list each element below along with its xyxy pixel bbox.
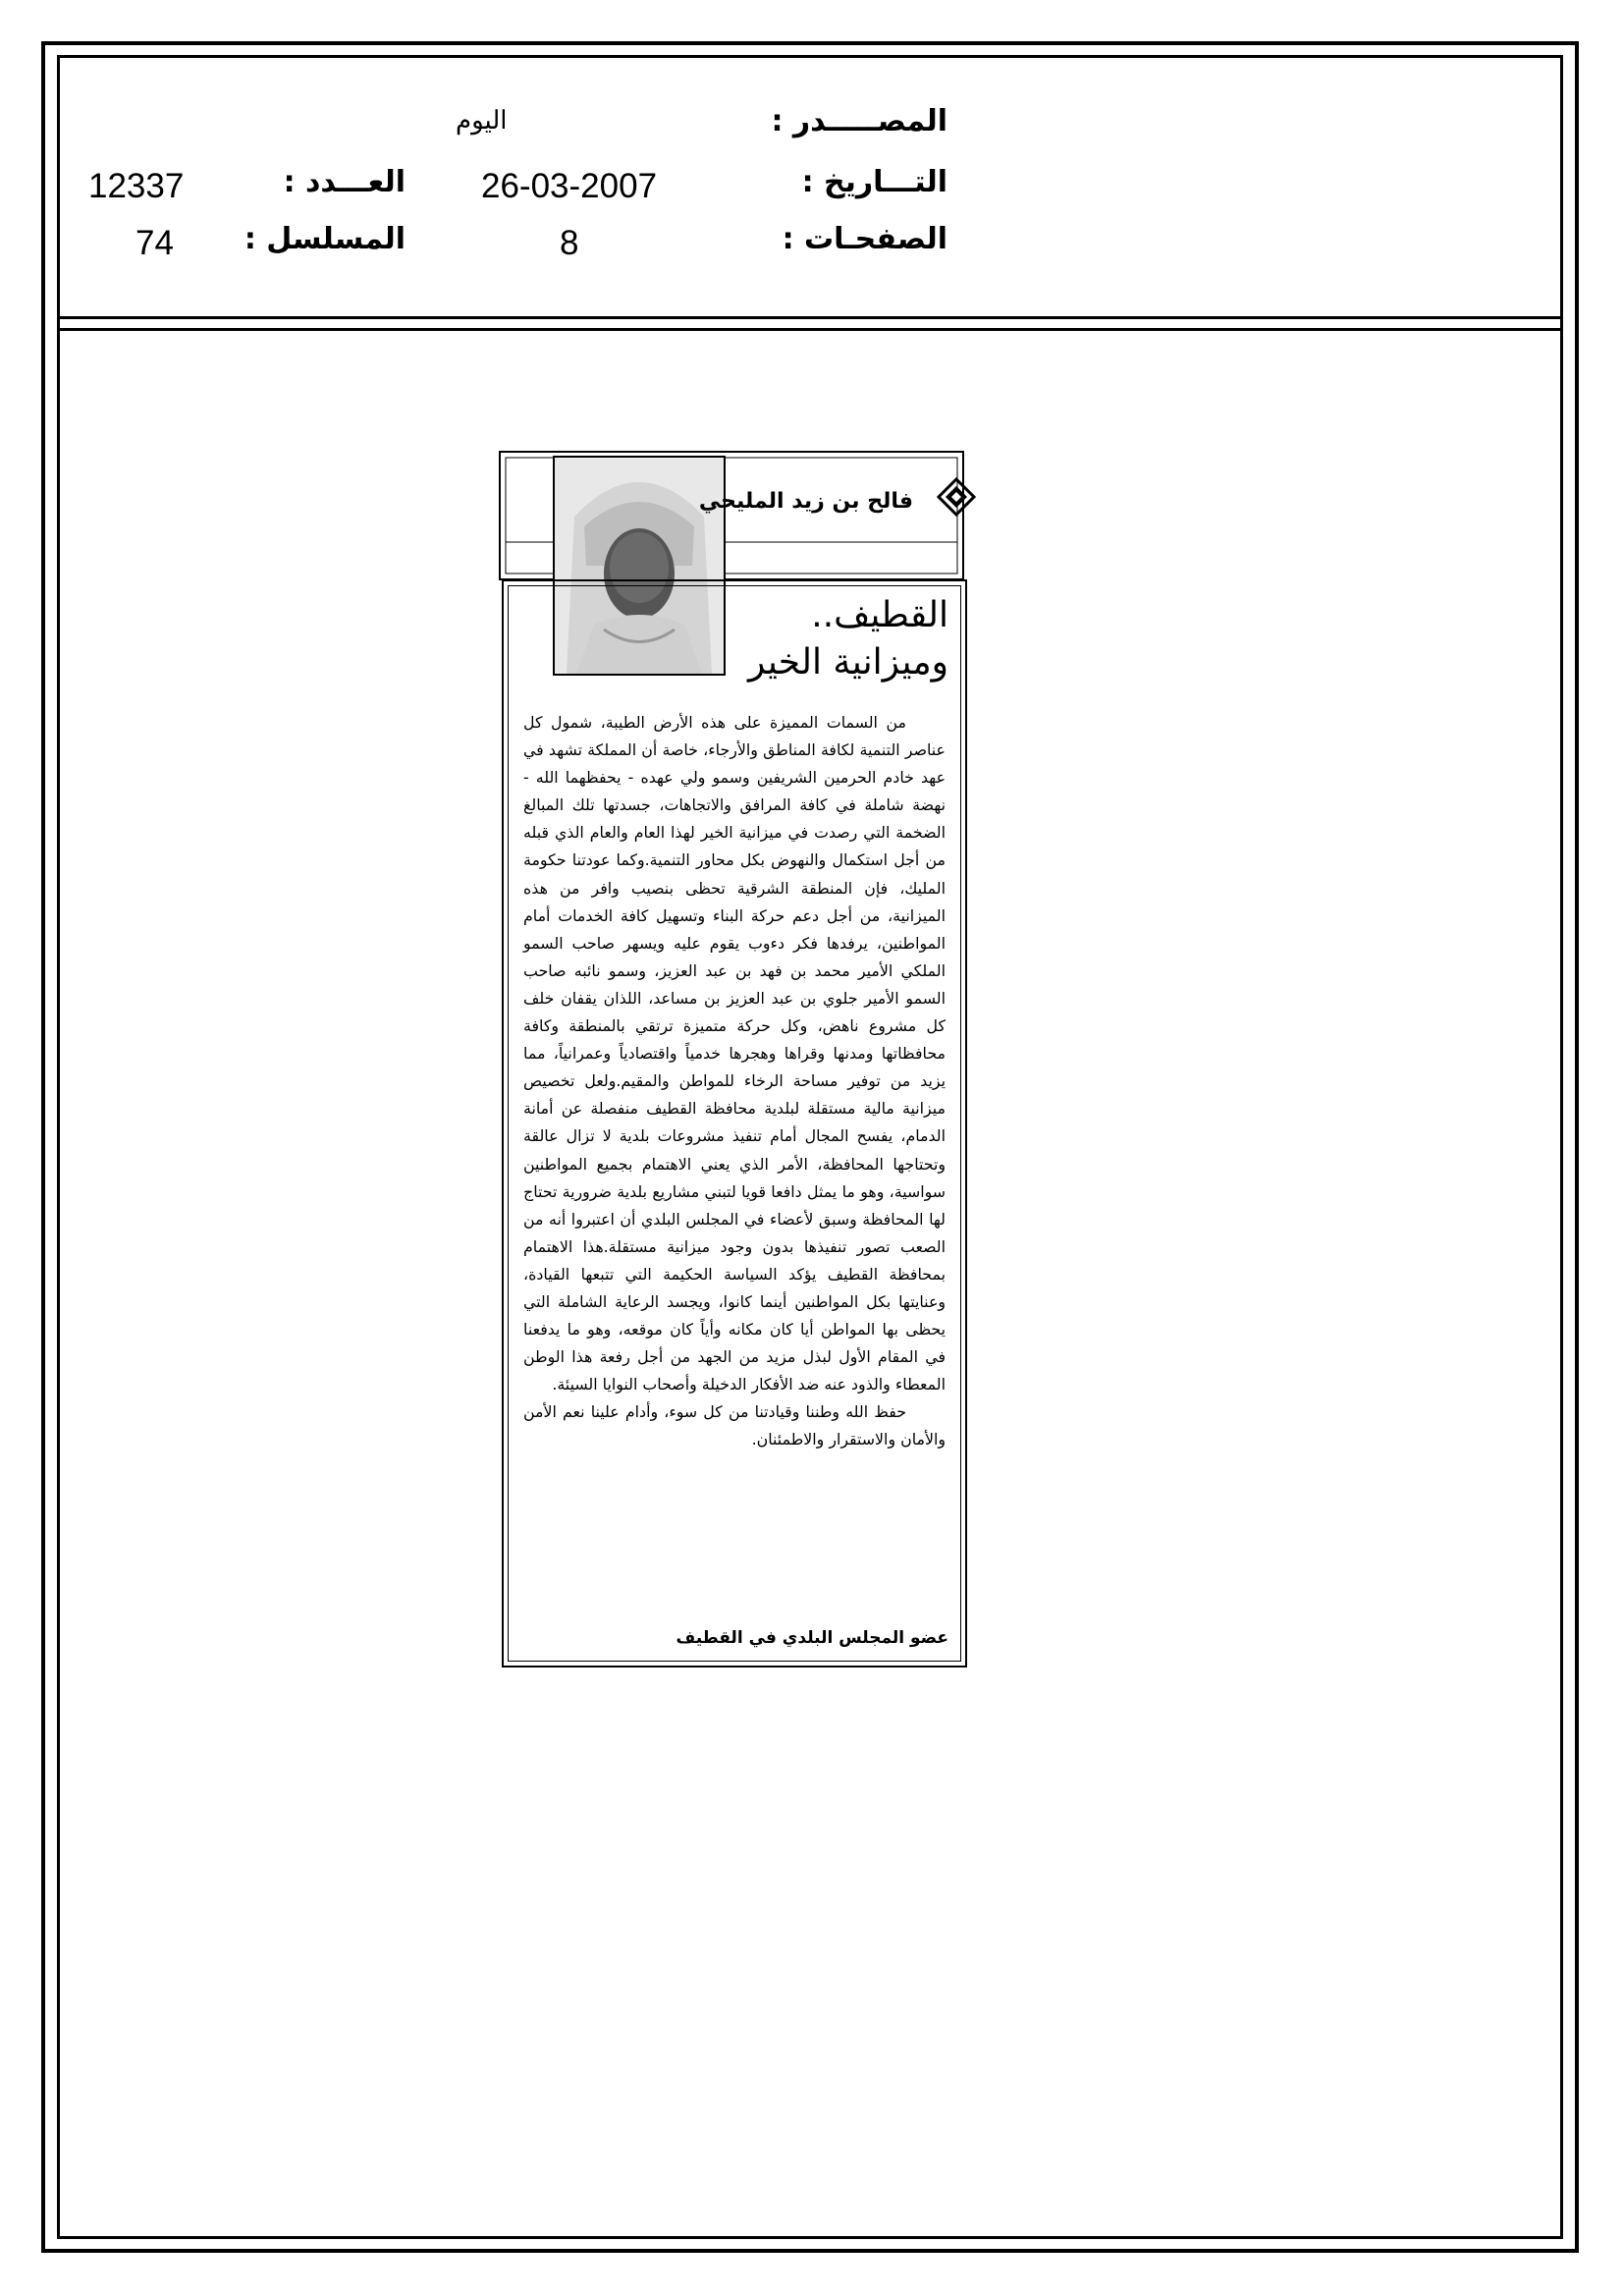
issue-label: العـــدد : xyxy=(283,165,406,199)
diamond-icon xyxy=(937,477,976,517)
article-body xyxy=(523,709,946,1454)
header-divider xyxy=(57,316,1563,319)
header-divider-secondary xyxy=(57,328,1563,331)
serial-value: 74 xyxy=(135,224,174,262)
source-label: المصـــــدر : xyxy=(771,104,947,138)
date-label: التـــاريخ : xyxy=(801,165,947,199)
author-signature: عضو المجلس البلدي في القطيف xyxy=(676,1628,948,1648)
serial-label: المسلسل : xyxy=(243,222,406,256)
article-paragraph: من السمات المميزة على هذه الأرض الطيبة، شمول كل عناصر التنمية لكافة المناطق والأرجاء، خاصة أن المملكة تشهد في عهد خادم الحرمين الشريفين وسمو ولي عهده - يحفظهما الله - نهضة شاملة في كافة المرافق والاتجاهات، جسدتها تلك المبالغ الضخمة التي رصدت في ميزانية الخير لهذا العام والعام الذي قبله من أجل استكمال والنهوض بكل محاور التنمية.وكما عودتنا حكومة المليك، فإن المنطقة الشرقية تحظى بنصيب وافر من هذه الميزانية، من أجل دعم حركة البناء وتسهيل كافة الخدمات أمام المواطنين، يرفدها فكر دءوب يقوم عليه ويسهر صاحب السمو الملكي الأمير محمد بن فهد بن عبد العزيز، وسمو نائبه صاحب السمو الأمير جلوي بن عبد العزيز بن مساعد، اللذان يقفان خلف كل مشروع ناهض، وكل حركة متميزة ترتقي بالمنطقة وكافة محافظاتها ومدنها وقراها وهجرها خدمياً واقتصادياً وعمرانياً، مما يزيد من توفير مساحة الرخاء للمواطن والمقيم.ولعل تخصيص ميزانية مالية مستقلة لبلدية محافظة القطيف منفصلة عن أمانة الدمام، يفسح المجال أمام تنفيذ مشروعات بلدية لا تزال عالقة وتحتاجها المحافظة، الأمر الذي يعني الاهتمام بجميع المواطنين سواسية، وهو ما يمثل دافعا قويا لتبني مشاريع بلدية ضرورية تحتاج لها المحافظة وسبق لأعضاء في المجلس البلدي أن اعتبروا أنه من الصعب تصور تنفيذها بدون وجود ميزانية مستقلة.هذا الاهتمام بمحافظة القطيف يؤكد السياسة الحكيمة التي تتبعها القيادة، وعنايتها بكل المواطنين أينما كانوا، ويجسد الرعاية الشاملة التي يحظى بها المواطن أيا كان مكانه وأياً كان موقعه، وهو ما يدفعنا في المقام الأول لبذل مزيد من الجهد من أجل رفعة هذا الوطن المعطاء والذود عنه ضد الأفكار الدخيلة وأصحاب النوايا السيئة. xyxy=(523,713,946,1394)
newspaper-clipping xyxy=(488,432,984,1677)
article-title-line2: وميزانية الخير xyxy=(748,642,948,683)
author-name: فالح بن زيد المليحي xyxy=(698,489,913,514)
article-paragraph: حفظ الله وطننا وقيادتنا من كل سوء، وأدام علينا نعم الأمن والأمان والاستقرار والاطمئنان. xyxy=(523,1402,946,1449)
pages-label: الصفحـات : xyxy=(782,222,947,256)
article-title-line1: القطيف.. xyxy=(811,595,948,635)
pages-value: 8 xyxy=(560,224,579,262)
source-value: اليوم xyxy=(456,106,508,136)
issue-value: 12337 xyxy=(88,167,185,205)
date-value: 26-03-2007 xyxy=(481,167,658,205)
